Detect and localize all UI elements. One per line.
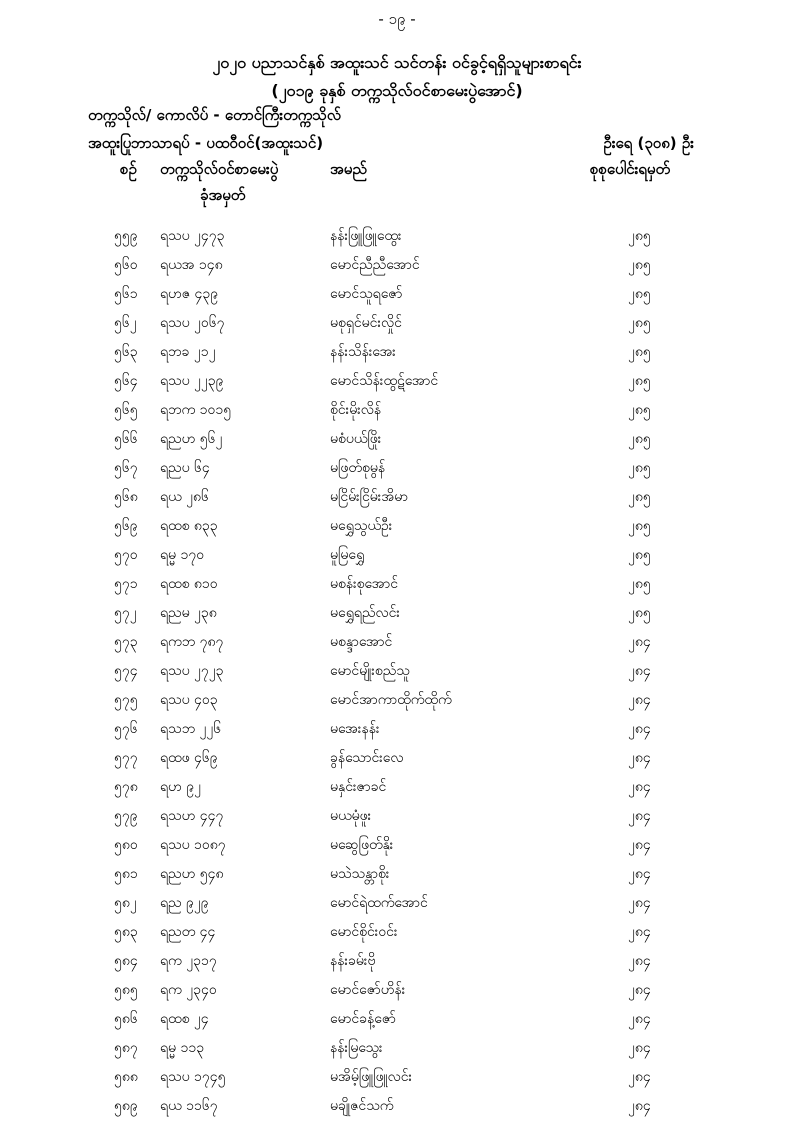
score: ၂၈၄ <box>628 1098 651 1114</box>
row-number: ၅၈၅ <box>114 982 138 998</box>
student-name: မရွှေသွယ်ဦး <box>330 518 393 534</box>
row-number: ၅၇၀ <box>114 547 138 563</box>
score: ၂၈၄ <box>628 721 651 737</box>
table-row <box>0 831 794 860</box>
student-name: မငြိမ်းငြိမ်းအိမာ <box>330 489 408 505</box>
row-number: ၅၇၉ <box>114 808 138 824</box>
row-number: ၅၈၁ <box>114 866 138 882</box>
roll-number: ရထစ ၈၃၃ <box>160 518 218 534</box>
score: ၂၈၅ <box>628 228 651 244</box>
table-row <box>0 1034 794 1063</box>
student-name: မစန်းစုအောင် <box>330 576 398 592</box>
table-row <box>0 860 794 889</box>
roll-number: ရညမ ၂၃၈ <box>160 605 217 621</box>
student-name: မအေးနန်း <box>330 721 380 737</box>
table-row <box>0 889 794 918</box>
student-name: မဆွေဖြတ်နိုး <box>330 837 394 853</box>
table-row <box>0 280 794 309</box>
roll-number: ရဟ ၉၂ <box>160 779 201 795</box>
student-list <box>0 222 794 1121</box>
roll-number: ရထစ ၈၁၀ <box>160 576 218 592</box>
row-number: ၅၈၀ <box>114 837 138 853</box>
student-name: မောင်ခန့်ဇော် <box>330 1011 396 1027</box>
score: ၂၈၄ <box>628 808 651 824</box>
major-line: အထူးပြုဘာသာရပ် - ပထဝီဝင်(အထူးသင်) <box>88 134 324 152</box>
score: ၂၈၅ <box>628 257 651 273</box>
roll-number: ရဘခ ၂၁၂ <box>160 344 216 360</box>
table-row <box>0 338 794 367</box>
roll-number: ရသပ ၁၀၈၇ <box>160 837 226 853</box>
row-number: ၅၇၂ <box>114 605 137 621</box>
score: ၂၈၅ <box>628 373 651 389</box>
score: ၂၈၄ <box>628 837 651 853</box>
table-row <box>0 222 794 251</box>
column-header-roll-line-2: ခုံအမှတ် <box>200 186 246 204</box>
table-row <box>0 744 794 773</box>
row-number: ၅၇၇ <box>114 750 138 766</box>
student-name: မစံပယ်ဖြိုး <box>330 431 382 447</box>
roll-number: ရည ၉၂၉ <box>160 895 209 911</box>
column-header-name: အမည် <box>330 160 367 178</box>
student-name: မောင်စိုင်းဝင်း <box>330 924 398 940</box>
score: ၂၈၅ <box>628 431 651 447</box>
row-number: ၅၈၃ <box>114 924 138 940</box>
student-name: နန်းဖြူဖြူထွေး <box>330 228 402 244</box>
row-number: ၅၈၉ <box>114 1098 138 1114</box>
score: ၂၈၄ <box>628 1040 651 1056</box>
student-name: မနှင်းဇာခင် <box>330 779 387 795</box>
student-name: မောင်ဇော်ဟိန်း <box>330 982 406 998</box>
column-header-center: စုစုပေါင်းရမှတ် <box>590 160 671 178</box>
table-row <box>0 1005 794 1034</box>
row-number: ၅၅၉ <box>114 228 138 244</box>
row-number: ၅၇၈ <box>114 779 138 795</box>
score: ၂၈၄ <box>628 1069 651 1085</box>
roll-number: ရယအ ၁၄၈ <box>160 257 223 273</box>
total-count: ဦးရေ (၃၀၈) ဦး <box>603 134 694 152</box>
score: ၂၈၄ <box>628 895 651 911</box>
table-row <box>0 773 794 802</box>
student-name: မရွှေရည်လင်း <box>330 605 400 621</box>
score: ၂၈၅ <box>628 605 651 621</box>
student-name: မောင်အာကာထိုက်ထိုက် <box>330 692 452 708</box>
score: ၂၈၄ <box>628 692 651 708</box>
roll-number: ရသပ ၁၇၄၅ <box>160 1069 226 1085</box>
score: ၂၈၄ <box>628 634 651 650</box>
row-number: ၅၆၃ <box>114 344 138 360</box>
score: ၂၈၄ <box>628 953 651 969</box>
table-row <box>0 686 794 715</box>
score: ၂၈၄ <box>628 924 651 940</box>
roll-number: ရသပ ၂၂၃၉ <box>160 373 224 389</box>
student-name: မောင်ညီညီအောင် <box>330 257 420 273</box>
roll-number: ရမ္မ ၁၁၃ <box>160 1040 205 1056</box>
row-number: ၅၆၄ <box>114 373 138 389</box>
table-row <box>0 483 794 512</box>
row-number: ၅၈၂ <box>114 895 137 911</box>
roll-number: ရညဟ ၅၆၂ <box>160 431 223 447</box>
row-number: ၅၇၆ <box>114 721 138 737</box>
row-number: ၅၈၄ <box>114 953 138 969</box>
roll-number: ရက ၂၃၁၇ <box>160 953 217 969</box>
roll-number: ရယ ၁၁၆၇ <box>160 1098 218 1114</box>
row-number: ၅၈၆ <box>114 1011 138 1027</box>
student-name: ခွန်သောင်းလေ <box>330 750 404 766</box>
table-row <box>0 541 794 570</box>
table-row <box>0 1092 794 1121</box>
table-row <box>0 309 794 338</box>
score: ၂၈၅ <box>628 402 651 418</box>
score: ၂၈၅ <box>628 460 651 476</box>
table-row <box>0 657 794 686</box>
row-number: ၅၇၄ <box>114 663 138 679</box>
table-row <box>0 1063 794 1092</box>
row-number: ၅၆၀ <box>114 257 138 273</box>
document-title: ၂၀၂၀ ပညာသင်နှစ် အထူးသင် သင်တန်း ဝင်ခွင့်ရရှိသူများစာရင်း <box>212 53 582 72</box>
page-number: - ၁၉ - <box>378 10 416 28</box>
document-subtitle: (၂၀၁၉ ခုနှစ် တက္ကသိုလ်ဝင်စာမေးပွဲအောင်) <box>271 81 523 100</box>
roll-number: ရသပ ၄၀၃ <box>160 692 218 708</box>
roll-number: ရသပ ၂၀၆၇ <box>160 315 225 331</box>
column-header-no: စဉ် <box>120 160 137 178</box>
score: ၂၈၅ <box>628 315 651 331</box>
table-row <box>0 918 794 947</box>
row-number: ၅၆၉ <box>114 518 138 534</box>
student-name: မောင်မျိုးစည်သူ <box>330 663 410 679</box>
roll-number: ရသပ ၂၄၇၃ <box>160 228 225 244</box>
roll-number: ရသပ ၂၇၂၃ <box>160 663 224 679</box>
table-row <box>0 570 794 599</box>
table-row <box>0 947 794 976</box>
score: ၂၈၅ <box>628 547 651 563</box>
score: ၂၈၄ <box>628 982 651 998</box>
student-name: နန်းခမ်းဗို <box>330 953 376 969</box>
score: ၂၈၄ <box>628 779 651 795</box>
student-name: မသဲသန္တာစိုး <box>330 866 390 882</box>
student-name: မချိုဇင်သက် <box>330 1098 394 1114</box>
table-row <box>0 628 794 657</box>
student-name: နန်းသိန်းအေး <box>330 344 396 360</box>
table-row <box>0 512 794 541</box>
student-name: မအိမ့်ဖြူဖြူလင်း <box>330 1069 413 1085</box>
roll-number: ရသဟ ၄၄၇ <box>160 808 224 824</box>
roll-number: ရဟဇ ၄၃၉ <box>160 286 219 302</box>
roll-number: ရသဘ ၂၂၆ <box>160 721 222 737</box>
row-number: ၅၇၃ <box>114 634 138 650</box>
student-name: မစန္ဒာအောင် <box>330 634 393 650</box>
student-name: နန်းမြသွေး <box>330 1040 383 1056</box>
row-number: ၅၇၁ <box>114 576 138 592</box>
score: ၂၈၅ <box>628 489 651 505</box>
column-header-roll: တက္ကသိုလ်ဝင်စာမေးပွဲ <box>160 160 279 178</box>
score: ၂၈၄ <box>628 866 651 882</box>
row-number: ၅၆၅ <box>114 402 138 418</box>
row-number: ၅၆၂ <box>114 315 137 331</box>
row-number: ၅၈၇ <box>114 1040 138 1056</box>
row-number: ၅၇၅ <box>114 692 138 708</box>
row-number: ၅၆၇ <box>114 460 138 476</box>
student-name: မဖြတ်စုမွန် <box>330 460 386 476</box>
table-row <box>0 976 794 1005</box>
roll-number: ရထဖ ၄၆၉ <box>160 750 218 766</box>
roll-number: ရဘက ၁၀၁၅ <box>160 402 232 418</box>
table-row <box>0 396 794 425</box>
score: ၂၈၄ <box>628 663 651 679</box>
table-row <box>0 367 794 396</box>
roll-number: ရက ၂၃၄၀ <box>160 982 217 998</box>
roll-number: ရယ ၂၈၆ <box>160 489 209 505</box>
row-number: ၅၆၁ <box>114 286 138 302</box>
roll-number: ရညတ ၄၄ <box>160 924 216 940</box>
roll-number: ရညဟ ၅၄၈ <box>160 866 224 882</box>
roll-number: ရထစ ၂၄ <box>160 1011 209 1027</box>
row-number: ၅၆၆ <box>114 431 138 447</box>
table-row <box>0 454 794 483</box>
row-number: ၅၈၈ <box>114 1069 138 1085</box>
score: ၂၈၄ <box>628 1011 651 1027</box>
student-name: မောင်သိန်းထွဋ်အောင် <box>330 373 439 389</box>
student-name: စိုင်းမိုးလိန် <box>330 402 382 418</box>
student-name: မစုရှင်မင်းလှိုင် <box>330 315 402 331</box>
table-row <box>0 802 794 831</box>
table-row <box>0 251 794 280</box>
score: ၂၈၅ <box>628 576 651 592</box>
score: ၂၈၅ <box>628 518 651 534</box>
roll-number: ရမ္မ ၁၇၀ <box>160 547 205 563</box>
roll-number: ရညပ ၆၄ <box>160 460 210 476</box>
score: ၂၈၅ <box>628 344 651 360</box>
table-row <box>0 599 794 628</box>
student-name: မူမြရွှေ <box>330 547 365 563</box>
institution-line: တက္ကသိုလ်/ ကောလိပ် - တောင်ကြီးတက္ကသိုလ် <box>88 106 341 124</box>
score: ၂၈၄ <box>628 750 651 766</box>
student-name: မယမုံဖူး <box>330 808 372 824</box>
score: ၂၈၅ <box>628 286 651 302</box>
table-row <box>0 425 794 454</box>
student-name: မောင်ရဲထက်အောင် <box>330 895 428 911</box>
student-name: မောင်သူရဇော် <box>330 286 403 302</box>
roll-number: ရကဘ ၇၈၇ <box>160 634 224 650</box>
table-row <box>0 715 794 744</box>
row-number: ၅၆၈ <box>114 489 138 505</box>
